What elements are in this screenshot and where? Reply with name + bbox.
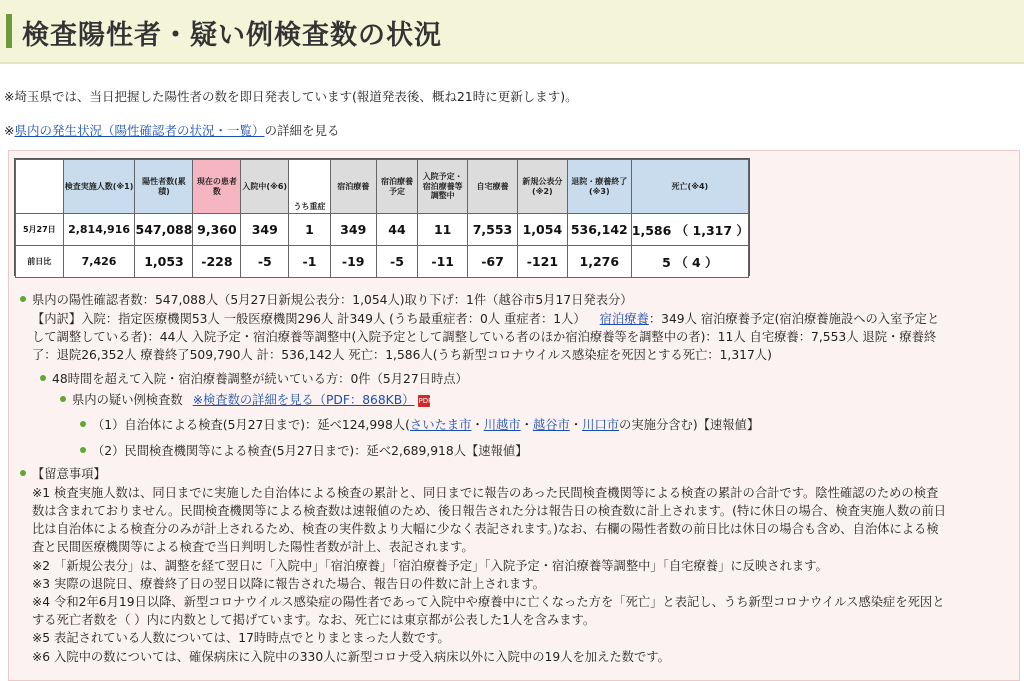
cell-deaths-diff: 5 （ 4 ） [631,246,748,278]
cell-home: 7,553 [468,214,518,246]
lodging-link[interactable]: 宿泊療養 [599,312,649,326]
city-link-koshigaya[interactable]: 越谷市 [532,418,570,432]
cell-lodging-plan: 44 [376,214,418,246]
breakdown-text-b: ：349人 宿泊療養予定(宿泊療養施設への入室予定と [648,312,940,326]
stats-table [14,158,750,276]
positives-summary: 県内の陽性確認者数：547,088人（5月27日新規公表分：1,054人)取り下げ：1件（越谷市5月17日発表分） [32,293,633,307]
note-line: ※1 検査実施人数は、同日までに実施した自治体による検査の累計と、同日までに報告のあった民間検査機関等による検査の累計の合計です。陰性確認のための検査 [32,486,939,500]
row-label-today: 5月27日 [16,214,64,246]
city-separator: ・ [471,418,484,432]
suspect-label: 県内の疑い例検査数 [72,393,183,407]
cell-severe-diff: -1 [289,246,331,278]
local-tests-text: （1）自治体による検査(5月27日まで)：延べ124,998人( [92,418,410,432]
cell-lodging: 349 [330,214,376,246]
corner-cell [16,160,64,214]
cell-adjusting-diff: -11 [418,246,468,278]
cell-new-announce-diff: -121 [517,246,567,278]
header-discharged: 退院・療養終了(※3) [567,160,631,214]
page-title: 検査陽性者・疑い例検査数の状況 [22,20,442,51]
cell-severe: 1 [289,214,331,246]
header-new-announce: 新規公表分(※2) [517,160,567,214]
breakdown-line-2: して調整している者)：44人 入院予定・宿泊療養等調整中(入院予定として調整している者のほか宿泊療養等を調整中の者)：11人 自宅療養：7,553人 退院・療養終 [32,330,937,344]
pdf-icon: PDF [418,396,433,405]
header-lodging-plan: 宿泊療養予定 [376,160,418,214]
row-label-diff: 前日比 [16,246,64,278]
cell-hospital-diff: -5 [241,246,289,278]
city-separator: ・ [520,418,533,432]
header-home: 自宅療養 [468,160,518,214]
header-hospital: 入院中(※6) [241,160,289,214]
notes-heading: 【留意事項】 [32,467,106,481]
header-lodging: 宿泊療養 [330,160,376,214]
title-bar [0,0,1024,64]
note-line: 数は含まれておりません。民間検査機関等による検査数は速報値のため、後日報告された分は報告日の検査数に計上されます。(特に休日の場合、検査実施人数の前日 [32,504,947,518]
note-line: ※2 「新規公表分」は、調整を経て翌日に「入院中」「宿泊療養」「宿泊療養予定」「入院予定・宿泊療養等調整中」「自宅療養」に反映されます。 [32,559,828,573]
note-line: ※4 令和2年6月19日以降、新型コロナウイルス感染症の陽性者であって入院中や療養中に亡くなった方を「死亡」と表記し、うち新型コロナウイルス感染症を死因と [32,595,945,609]
cell-hospital: 349 [241,214,289,246]
suspect-line [72,390,433,408]
cell-discharged-diff: 1,276 [567,246,631,278]
header-severe: うち重症 [289,160,331,214]
bullet-icon [60,396,66,402]
breakdown-line [32,309,939,327]
cell-adjusting: 11 [418,214,468,246]
note-line: ※3 実際の退院日、療養終了日の翌日以降に報告された場合、報告日の件数に計上されます。 [32,577,545,591]
title-accent-bar [6,14,12,48]
note-line: 比は自治体による検査分のみが計上されるため、検査の実件数より大幅に少なく表記されます。)なお、右欄の陽性者数の前日比は休日の場合も含め、自治体による検 [32,522,939,536]
note-line: ※5 表記されている人数については、17時時点でとりまとまった人数です。 [32,631,450,645]
cell-current: 9,360 [193,214,241,246]
local-tests-line [92,415,759,433]
bullet-icon [20,470,26,476]
breakdown-text-a: 【内訳】入院：指定医療機関53人 一般医療機関296人 計349人 (うち最重症者：0人 重症者：1人） [32,312,586,326]
header-adjusting: 入院予定・宿泊療養等調整中 [418,160,468,214]
city-link-kawaguchi[interactable]: 川口市 [582,418,620,432]
cell-lodging-plan-diff: -5 [376,246,418,278]
cell-current-diff: -228 [193,246,241,278]
cell-home-diff: -67 [468,246,518,278]
intro-text: ※埼玉県では、当日把握した陽性者の数を即日発表しています(報道発表後、概ね21時に更新します)。 [4,89,578,104]
cell-positives: 547,088 [135,214,193,246]
city-link-kawagoe[interactable]: 川越市 [483,418,521,432]
cell-positives-diff: 1,053 [135,246,193,278]
note-line: ※6 入院中の数については、確保病床に入院中の330人に新型コロナ受入病床以外に入院中の19人を加えた数です。 [32,650,670,664]
detail-suffix: の詳細を見る [264,123,340,138]
cell-deaths: 1,586 （ 1,317 ） [631,214,748,246]
bullet-icon [20,296,26,302]
bullet-icon [80,447,86,453]
detail-prefix: ※ [4,123,15,138]
local-tests-suffix: の実施分含む)【速報値】 [619,418,760,432]
header-tested: 検査実施人数(※1) [63,160,135,214]
city-separator: ・ [569,418,583,432]
suspect-pdf-link[interactable]: ※検査数の詳細を見る（PDF：868KB） [192,393,415,407]
outbreak-status-link[interactable]: 県内の発生状況（陽性確認者の状況・一覧） [14,123,265,138]
cell-new-announce: 1,054 [517,214,567,246]
note-line: 査と民間医療機関等による検査で当日判明した陽性者数が計上、表記されます。 [32,540,474,554]
private-tests-line: （2）民間検査機関等による検査(5月27日まで)：延べ2,689,918人【速報値】 [92,444,528,458]
cell-tested: 2,814,916 [63,214,135,246]
header-deaths: 死亡(※4) [631,160,748,214]
header-positives: 陽性者数(累積) [135,160,193,214]
bullet-icon [80,421,86,427]
header-current: 現在の患者数 [193,160,241,214]
city-link-saitama[interactable]: さいたま市 [409,418,472,432]
cell-discharged: 536,142 [567,214,631,246]
breakdown-line-3: 了：退院26,352人 療養終了509,790人 計：536,142人 死亡：1,586人(うち新型コロナウイルス感染症を死因とする死亡：1,317人) [32,348,772,362]
waiting-status: 48時間を超えて入院・宿泊療養調整が続いている方：0件（5月27日時点） [52,372,468,386]
cell-tested-diff: 7,426 [63,246,135,278]
bullet-icon [40,375,46,381]
note-line: する死亡者数を（ ）内に内数として掲げています。なお、死亡には東京都が公表した1人を含みます。 [32,613,596,627]
cell-lodging-diff: -19 [330,246,376,278]
detail-line [4,121,340,139]
